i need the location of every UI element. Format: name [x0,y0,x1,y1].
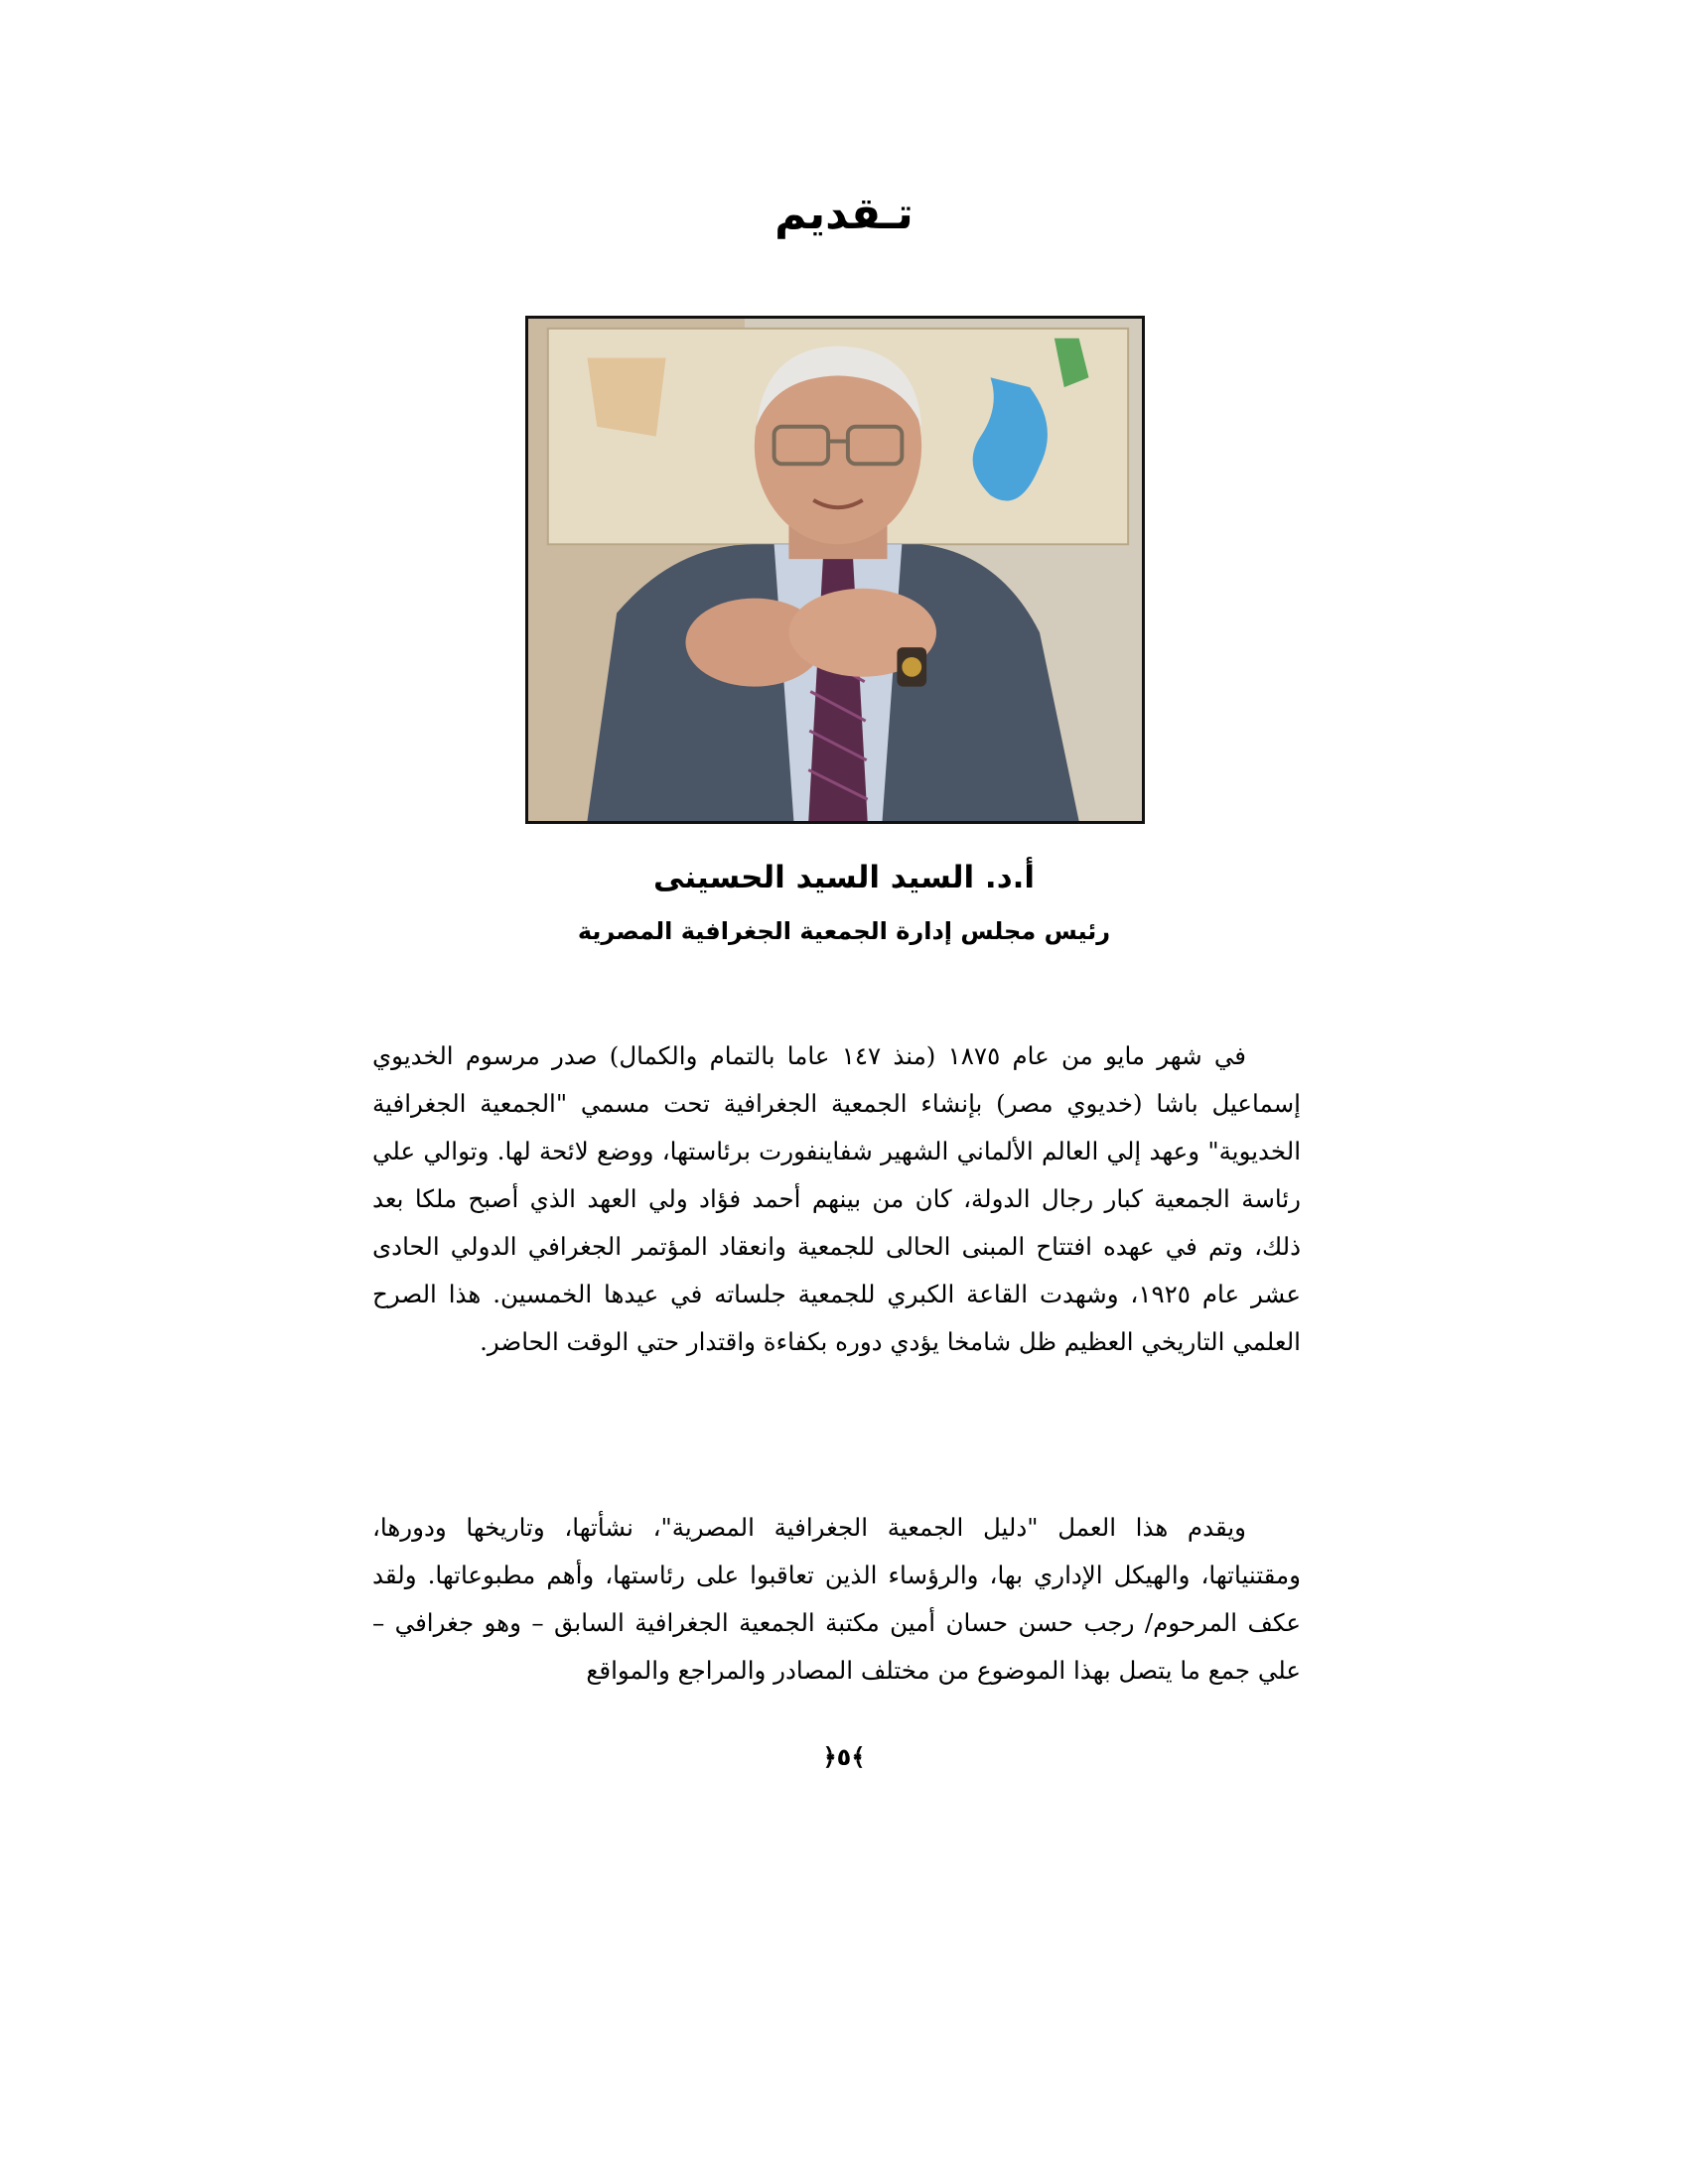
portrait-illustration [528,319,1142,821]
paragraph-1-text: في شهر مايو من عام ١٨٧٥ (منذ ١٤٧ عاما بالتمام والكمال) صدر مرسوم الخديوي إسماعيل باشا (خديوي مصر) بإنشاء الجمعية الجغرافية تحت مسمي "الجمعية الجغرافية الخديوية" وعهد إلي العالم الألماني الشهير شفاينفورت برئاستها، ووضع لائحة لها. وتوالي علي رئاسة الجمعية كبار رجال الدولة، كان من بينهم أحمد فؤاد ولي العهد الذي أصبح ملكا بعد ذلك، وتم في عهده افتتاح المبنى الحالى للجمعية وانعقاد المؤتمر الجغرافي الدولي الحادى عشر عام ١٩٢٥، وشهدت القاعة الكبري للجمعية جلساته في عيدها الخمسين. هذا الصرح العلمي التاريخي العظيم ظل شامخا يؤدي دوره بكفاءة واقتدار حتي الوقت الحاضر. [372,1041,1301,1356]
paragraph-2-text: ويقدم هذا العمل "دليل الجمعية الجغرافية المصرية"، نشأتها، وتاريخها ودورها، ومقتنياتها، والهيكل الإداري بها، والرؤساء الذين تعاقبوا على رئاستها، وأهم مطبوعاتها. ولقد عكف المرحوم/ رجب حسن حسان أمين مكتبة الجمعية الجغرافية السابق – وهو جغرافي – علي جمع ما يتصل بهذا الموضوع من مختلف المصادر والمراجع والمواقع [372,1513,1301,1685]
portrait-image [525,316,1145,824]
author-role: رئيس مجلس إدارة الجمعية الجغرافية المصرية [577,917,1111,945]
paragraph-2 [372,1504,1301,1695]
page-title: تـقديم [774,189,914,239]
page-number: ﴿٥﴾ [822,1743,866,1771]
author-name: أ.د. السيد السيد الحسينى [652,860,1036,895]
paragraph-1 [372,1032,1301,1366]
